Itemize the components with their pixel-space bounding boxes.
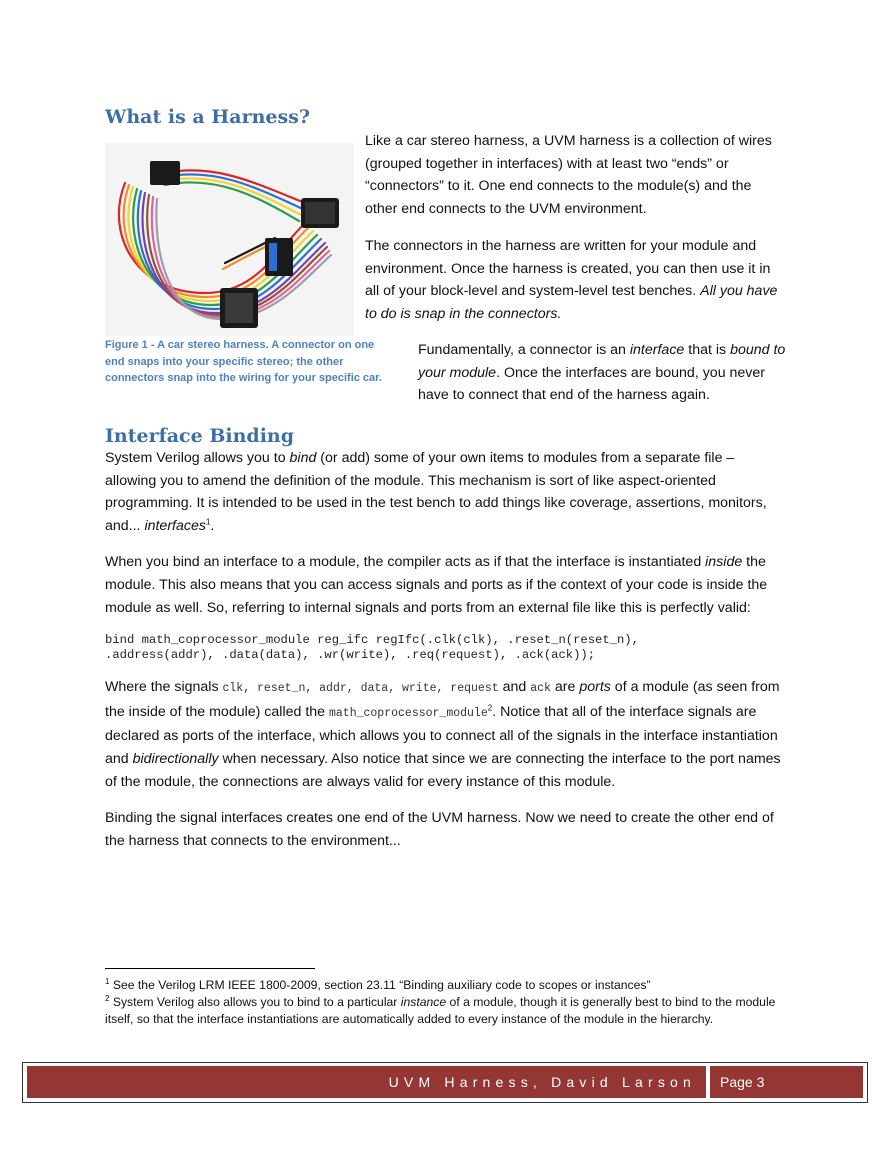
s2p1-c: . — [210, 517, 215, 534]
footnote-2-a: System Verilog also allows you to bind to a particular — [109, 995, 401, 1009]
s2p3-e: when necessary. Also notice that since we are connecting the interface to the port names of the module, the connections are always valid for every instance of this module. — [105, 750, 781, 790]
footnote-ref-2[interactable]: 2 — [487, 703, 493, 713]
signal-request: request — [450, 682, 499, 696]
footnote-1 — [105, 977, 787, 994]
wire-harness-icon — [105, 143, 354, 336]
code-line-1: bind math_coprocessor_module reg_ifc regIfc(.clk(clk), .reset_n(reset_n), — [105, 633, 639, 648]
s2p3-d: . Notice that all of the interface signals are declared as ports of the interface, which allows you to connect all of the signals in the interface instantiation and — [105, 703, 778, 767]
footnote-2-b: of a module, though it is generally best to bind to the module itself, so that the interface instantiations are automatically added to every instance of the module in the hierarchy. — [105, 995, 776, 1026]
s2p1-em2: interfaces — [144, 517, 206, 534]
section1-p3-c: . Once the interfaces are bound, you never have to connect that end of the harness again. — [418, 364, 766, 404]
s2p2-a: When you bind an interface to a module, the compiler acts as if that the interface is instantiated — [105, 554, 706, 571]
s2p2-em: inside — [705, 554, 743, 571]
footnote-1-number: 1 — [105, 976, 110, 986]
signal-addr: addr — [319, 682, 347, 696]
footnote-ref-1[interactable]: 1 — [205, 517, 211, 527]
figure-harness-image — [105, 143, 354, 336]
footer-page-number: Page 3 — [710, 1066, 863, 1098]
footnote-2 — [105, 994, 787, 1028]
footnote-2-number: 2 — [105, 993, 110, 1003]
section-heading-harness: What is a Harness? — [105, 106, 311, 128]
signal-write: write — [402, 682, 437, 696]
s2p1-a: System Verilog allows you to — [105, 450, 290, 466]
s2p3-em1: ports — [579, 679, 611, 696]
section1-p3-a: Fundamentally, a connector is an — [418, 342, 630, 358]
section1-p1-text: Like a car stereo harness, a UVM harness is a collection of wires (grouped together in interfaces) with at least two “ends” or “connectors” to it. One end connects to the module(s) and the other end connects to the UVM environment. — [365, 133, 772, 217]
s2p3-b: are — [550, 679, 580, 696]
section2-body — [105, 447, 787, 866]
footnote-divider — [105, 968, 315, 969]
footnote-2-em: instance — [400, 995, 447, 1009]
section1-p3-b: that is — [684, 342, 731, 358]
s2p3-a: Where the signals — [105, 679, 223, 696]
module-name: math_coprocessor_module — [329, 706, 488, 720]
section1-p3-em1: interface — [629, 342, 685, 358]
code-block — [105, 633, 787, 662]
footnotes — [105, 977, 787, 1028]
signal-reset-n: reset_n — [257, 682, 306, 696]
s2p1-b: (or add) some of your own items to modules from a separate file – allowing you to amend the definition of the module. This mechanism is sort of like aspect-oriented programming. It is intended to be used in the test bench to add things like coverage, assertions, monitors, and... — [105, 450, 767, 534]
code-line-2: .address(addr), .data(data), .wr(write), .req(request), .ack(ack)); — [105, 647, 596, 662]
section1-p2 — [365, 235, 787, 325]
section-heading-interface-binding: Interface Binding — [105, 425, 295, 447]
section2-p4: Binding the signal interfaces creates one end of the UVM harness. Now we need to create the other end of the harness that connects to the environment... — [105, 810, 774, 849]
section2-p2 — [105, 551, 787, 619]
section1-p2-text: The connectors in the harness are written for your module and environment. Once the harness is created, you can then use it in all of your block-level and system-level test benches. — [365, 238, 771, 300]
s2p3-c: of a module (as seen from the inside of the module) called the — [105, 679, 780, 720]
footnote-1-text: See the Verilog LRM IEEE 1800-2009, section 23.11 “Binding auxiliary code to scopes or instances” — [109, 978, 651, 992]
signal-ack: ack — [530, 682, 551, 696]
s2p1-em1: bind — [289, 450, 317, 466]
section2-p3: Where the signals clk, reset_n, addr, data, write, request and ack are ports of a module (as seen from the inside of the module) called the math_coprocessor_module$^2$. Notice that all of the interface signals are declared as ports of the interface, which allows you to connect all of the signals in the interface instantiation and bidirectionally when necessary. Also notice that since we are connecting the interface to the port names of the module, the connections are always valid for every instance of this module. — [105, 679, 781, 790]
section1-p2-emphasis: All you have to do is snap in the connectors. — [365, 283, 778, 322]
figure-caption: Figure 1 - A car stereo harness. A connector on one end snaps into your specific stereo; the other connectors snap into the wiring for your specific car. — [105, 339, 382, 384]
s2p3-and: and — [498, 679, 531, 696]
footer-title: UVM Harness, David Larson — [27, 1066, 706, 1098]
signal-clk: clk — [222, 682, 244, 696]
s2p2-b: the module. This also means that you can access signals and ports as if the context of your code is inside the module as well. So, referring to internal signals and ports from an external file like this is perfectly valid: — [105, 554, 768, 616]
section1-p1 — [365, 130, 785, 220]
s2p3-em2: bidirectionally — [132, 750, 219, 767]
section1-p3-em2: bound to your module — [418, 342, 786, 381]
section1-p3 — [418, 339, 788, 407]
section2-p1 — [105, 447, 787, 537]
signal-data: data — [360, 682, 389, 696]
